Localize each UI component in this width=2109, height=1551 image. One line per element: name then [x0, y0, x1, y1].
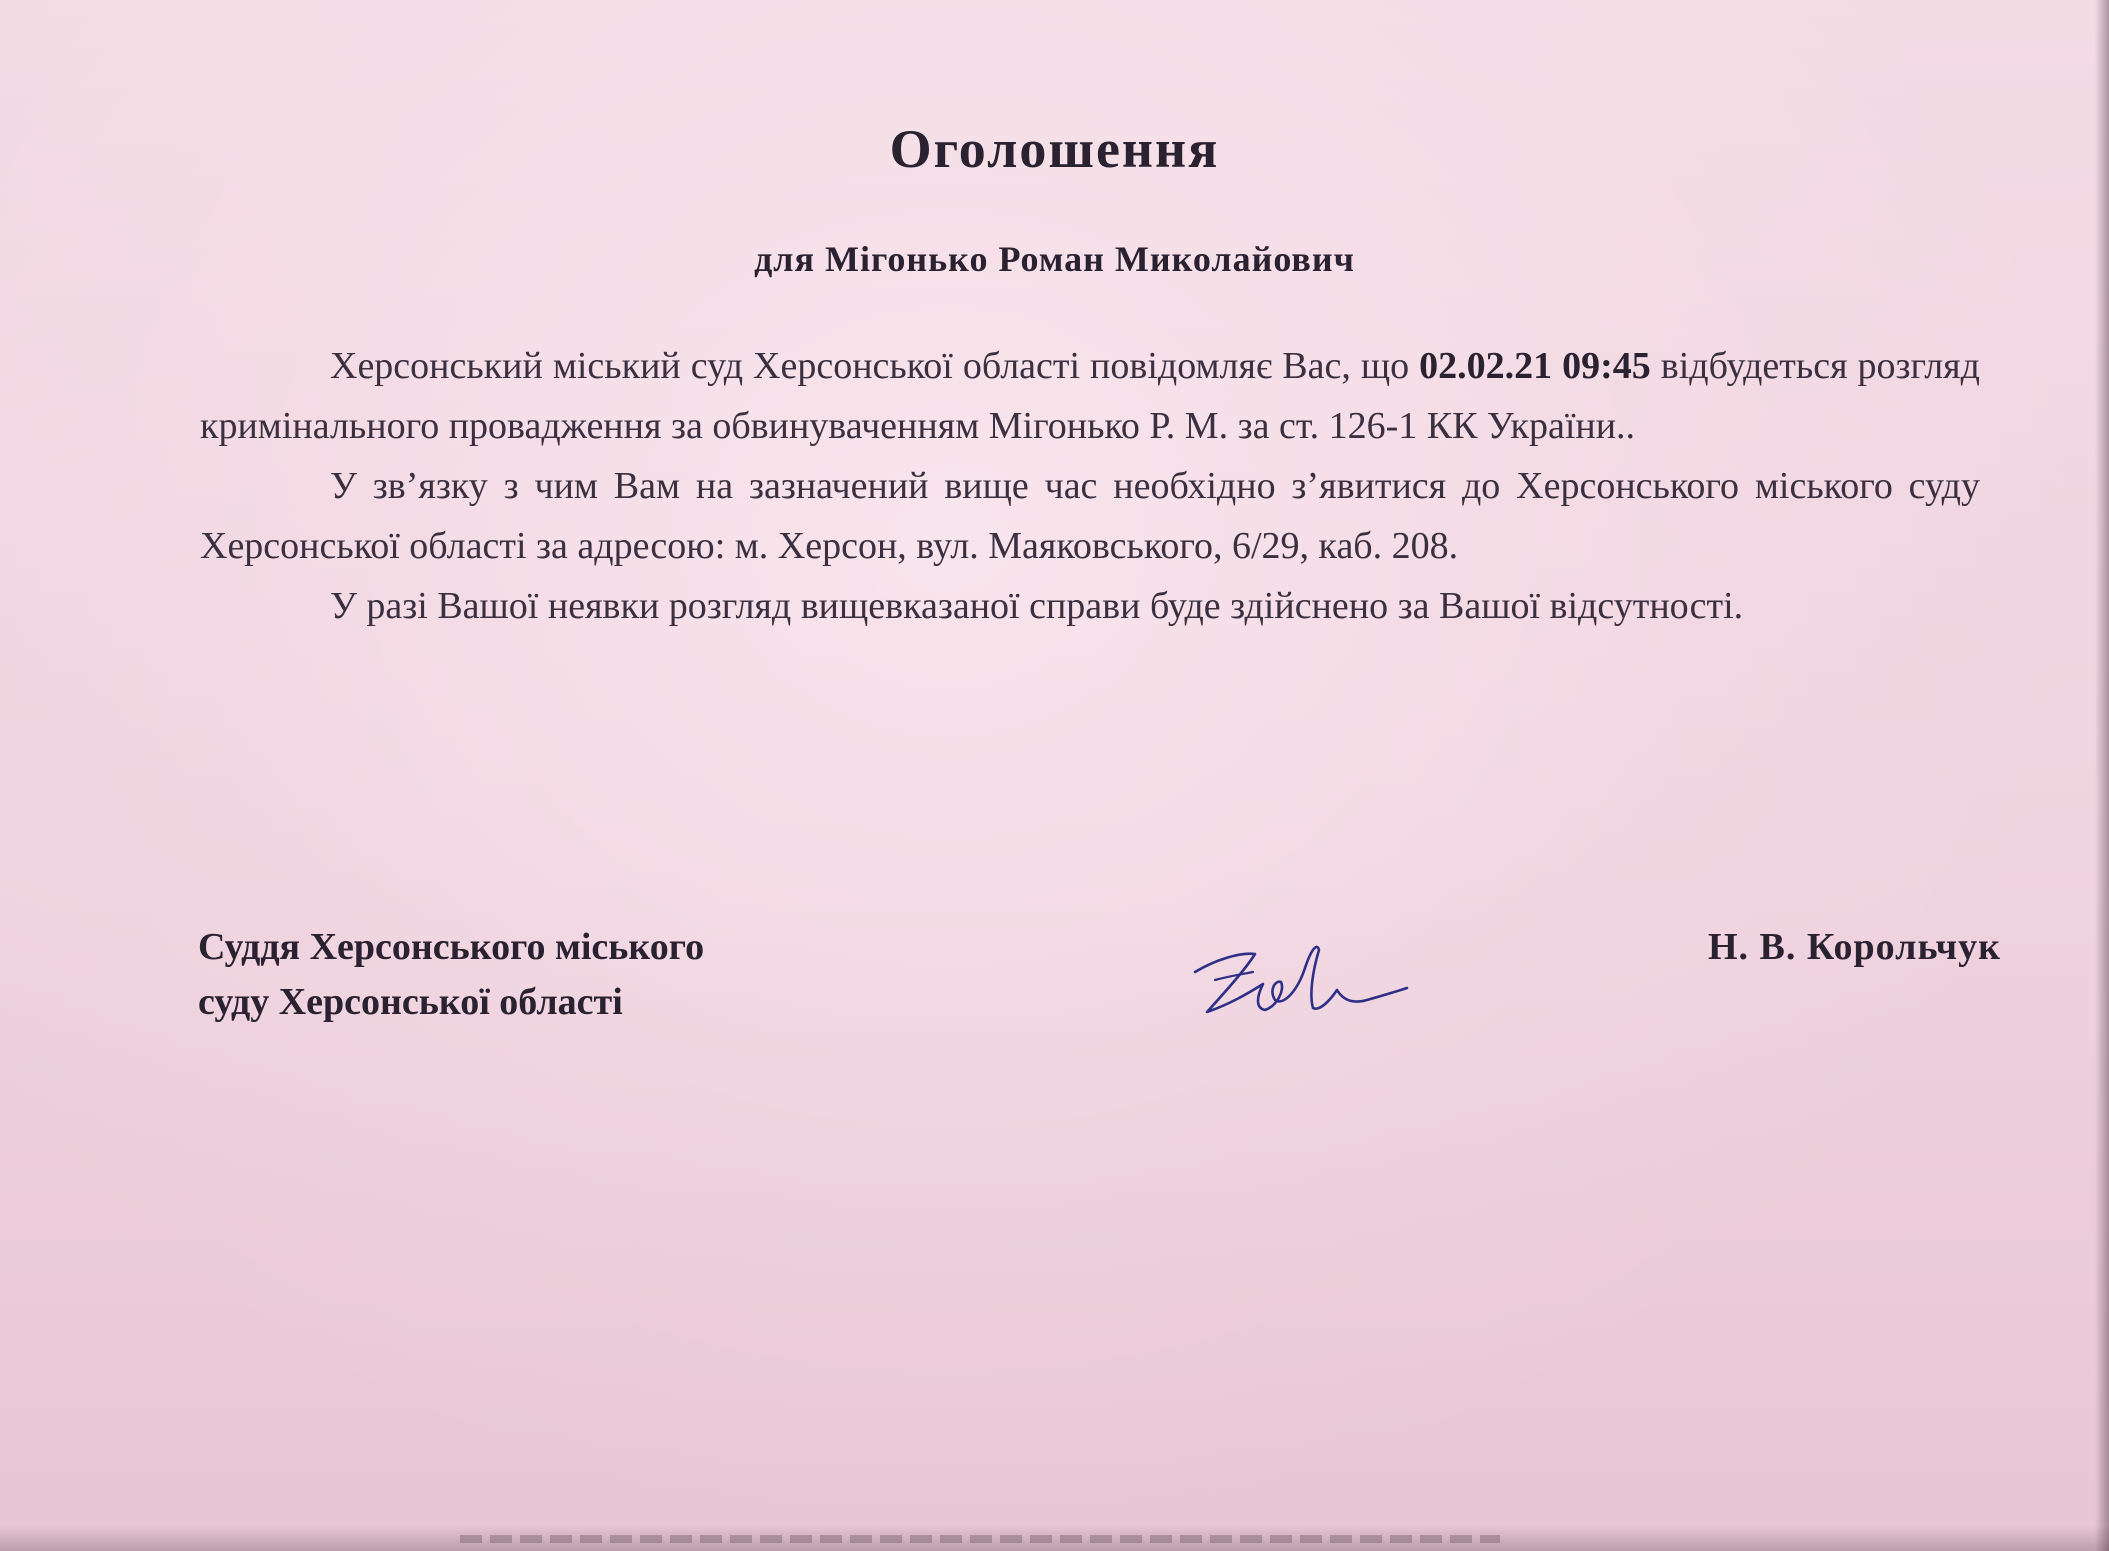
document-body: [200, 336, 1980, 636]
signatory-position: [198, 920, 704, 1030]
signatory-position-line1: Суддя Херсонського міського: [198, 926, 705, 968]
sheet-shadow-edge: [2095, 0, 2109, 1551]
paragraph-appearance-address: У зв’язку з чим Вам на зазначений вище час необхідно з’явитися до Херсонського міського суду Херсонської області за адресою: м. Херсон, вул. Маяковського, 6/29, каб. 208.: [200, 465, 1980, 567]
paragraph-absence-warning: У разі Вашої неявки розгляд вищевказаної справи буде здійснено за Вашої відсутності.: [330, 585, 1744, 627]
handwritten-signature: [1185, 920, 1410, 1030]
paragraph-hearing-notice: [200, 336, 1980, 456]
document-recipient: для Мігонько Роман Миколайович: [754, 239, 1355, 279]
bleed-through-marks: [460, 1535, 1500, 1543]
paragraph-hearing-rest: відбудеться розгляд кримінального провадження за обвинуваченням Мігонько Р. М. за ст. 126-1 КК України..: [200, 345, 1980, 447]
document-title: Оголошення: [889, 119, 1220, 179]
paragraph-hearing-lead: Херсонський міський суд Херсонської області повідомляє Вас, що: [330, 345, 1420, 387]
signatory-name: Н. В. Корольчук: [1707, 926, 2001, 968]
signatory-position-line2: суду Херсонської області: [198, 981, 623, 1023]
hearing-datetime: 02.02.21 09:45: [1419, 345, 1651, 387]
